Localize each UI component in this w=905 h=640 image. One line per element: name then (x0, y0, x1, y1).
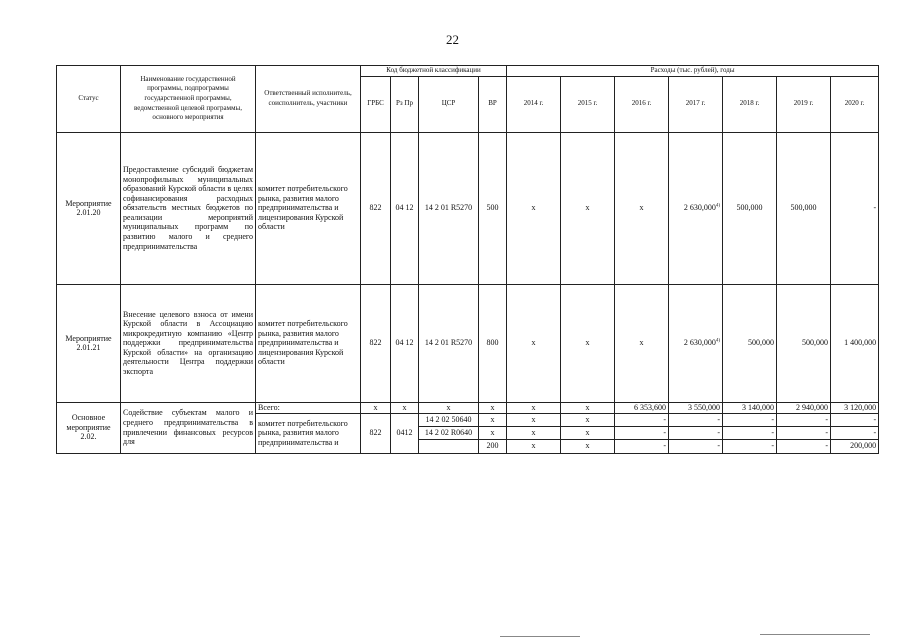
header-year: 2018 г. (723, 76, 777, 132)
sub-value: - (615, 413, 669, 426)
row-csr: 14 2 01 R5270 (419, 132, 479, 284)
header-expenses: Расходы (тыс. рублей), годы (507, 66, 879, 77)
total-value: x (507, 402, 561, 413)
header-year: 2016 г. (615, 76, 669, 132)
sub-vr: x (479, 426, 507, 439)
row-value: x (561, 284, 615, 402)
total-code: x (479, 402, 507, 413)
total-code: x (391, 402, 419, 413)
row-value: 2 630,000$^{4)}$ (669, 284, 723, 402)
total-value: 2 940,000 (777, 402, 831, 413)
sub-value: x (561, 413, 615, 426)
scan-artifact (760, 634, 870, 635)
main-event-rzpr: 0412 (391, 413, 419, 453)
footnote-mark: 4) (715, 338, 721, 344)
sub-value: - (723, 426, 777, 439)
row-value: x (507, 132, 561, 284)
header-rzpr: Рз Пр (391, 76, 419, 132)
row-rzpr: 04 12 (391, 132, 419, 284)
sub-csr: 14 2 02 50640 (419, 413, 479, 426)
header-csr: ЦСР (419, 76, 479, 132)
row-responsible: комитет потребительского рынка, развития малого предпринимательства и лицензирования Курской области (256, 132, 361, 284)
row-value: x (615, 284, 669, 402)
sub-value: 200,000 (831, 439, 879, 453)
header-vr: ВР (479, 76, 507, 132)
row-value: 500,000 (723, 132, 777, 284)
main-event-responsible: комитет потребительского рынка, развития малого предпринимательства и (256, 413, 361, 453)
sub-csr: 14 2 02 R0640 (419, 426, 479, 439)
header-grbs: ГРБС (361, 76, 391, 132)
main-event-grbs: 822 (361, 413, 391, 453)
header-year: 2020 г. (831, 76, 879, 132)
sub-csr (419, 439, 479, 453)
row-csr: 14 2 01 R5270 (419, 284, 479, 402)
page-number: 22 (446, 32, 459, 47)
total-value: 3 550,000 (669, 402, 723, 413)
table-row (57, 402, 879, 413)
row-name: Предоставление субсидий бюджетам монопрофильных муниципальных образований Курской области в целях софинансирования расходных обязательств местных бюджетов по реализации мероприятий муниципальных программ по развитию малого и среднего предпринимательства (121, 132, 256, 284)
total-code: x (419, 402, 479, 413)
sub-value: - (831, 413, 879, 426)
table-row (57, 132, 879, 284)
sub-value: - (615, 439, 669, 453)
sub-value: x (561, 439, 615, 453)
row-status: Мероприятие 2.01.20 (57, 132, 121, 284)
total-label: Всего: (256, 402, 361, 413)
row-value: 500,000 (777, 132, 831, 284)
sub-value: - (777, 413, 831, 426)
header-year: 2017 г. (669, 76, 723, 132)
header-year: 2014 г. (507, 76, 561, 132)
row-value: 500,000 (723, 284, 777, 402)
total-value: x (561, 402, 615, 413)
row-value: x (615, 132, 669, 284)
row-value: 2 630,000$^{4)}$ (669, 132, 723, 284)
row-value: x (507, 284, 561, 402)
row-grbs: 822 (361, 132, 391, 284)
row-name: Внесение целевого взноса от имени Курской области в Ассоциацию микрокредитную компанию «Центр поддержки предпринимательства Курской области» на организацию деятельности Центра поддержки экспорта (121, 284, 256, 402)
footnote-mark: 4) (715, 203, 721, 209)
main-event-status: Основное мероприятие 2.02. (57, 402, 121, 453)
sub-vr: x (479, 413, 507, 426)
budget-table (56, 65, 879, 454)
sub-value: x (561, 426, 615, 439)
sub-value: - (723, 439, 777, 453)
row-vr: 500 (479, 132, 507, 284)
total-value: 3 120,000 (831, 402, 879, 413)
sub-value: - (669, 413, 723, 426)
sub-value: - (669, 426, 723, 439)
total-value: 6 353,600 (615, 402, 669, 413)
table-row (57, 284, 879, 402)
row-value: 1 400,000 (831, 284, 879, 402)
header-responsible: Ответственный исполнитель, соисполнитель, участники (256, 66, 361, 133)
sub-value: x (507, 439, 561, 453)
sub-value: - (777, 426, 831, 439)
row-grbs: 822 (361, 284, 391, 402)
sub-value: - (669, 439, 723, 453)
header-name: Наименование государственной программы, подпрограммы государственной программы, ведомственной целевой программы, основного мероприятия (121, 66, 256, 133)
sub-value: x (507, 426, 561, 439)
sub-value: - (615, 426, 669, 439)
row-vr: 800 (479, 284, 507, 402)
sub-value: x (507, 413, 561, 426)
sub-value: - (777, 439, 831, 453)
sub-value: - (831, 426, 879, 439)
scan-artifact (500, 636, 580, 637)
row-status: Мероприятие 2.01.21 (57, 284, 121, 402)
row-rzpr: 04 12 (391, 284, 419, 402)
total-value: 3 140,000 (723, 402, 777, 413)
header-year: 2019 г. (777, 76, 831, 132)
sub-vr: 200 (479, 439, 507, 453)
row-value: x (561, 132, 615, 284)
sub-value: - (723, 413, 777, 426)
header-status: Статус (57, 66, 121, 133)
row-value: 500,000 (777, 284, 831, 402)
row-value: - (831, 132, 879, 284)
row-responsible: комитет потребительского рынка, развития малого предпринимательства и лицензирования Курской области (256, 284, 361, 402)
main-event-name: Содействие субъектам малого и среднего предпринимательства в привлечении финансовых ресурсов для (121, 402, 256, 453)
total-code: x (361, 402, 391, 413)
header-budget-code: Код бюджетной классификации (361, 66, 507, 77)
header-year: 2015 г. (561, 76, 615, 132)
